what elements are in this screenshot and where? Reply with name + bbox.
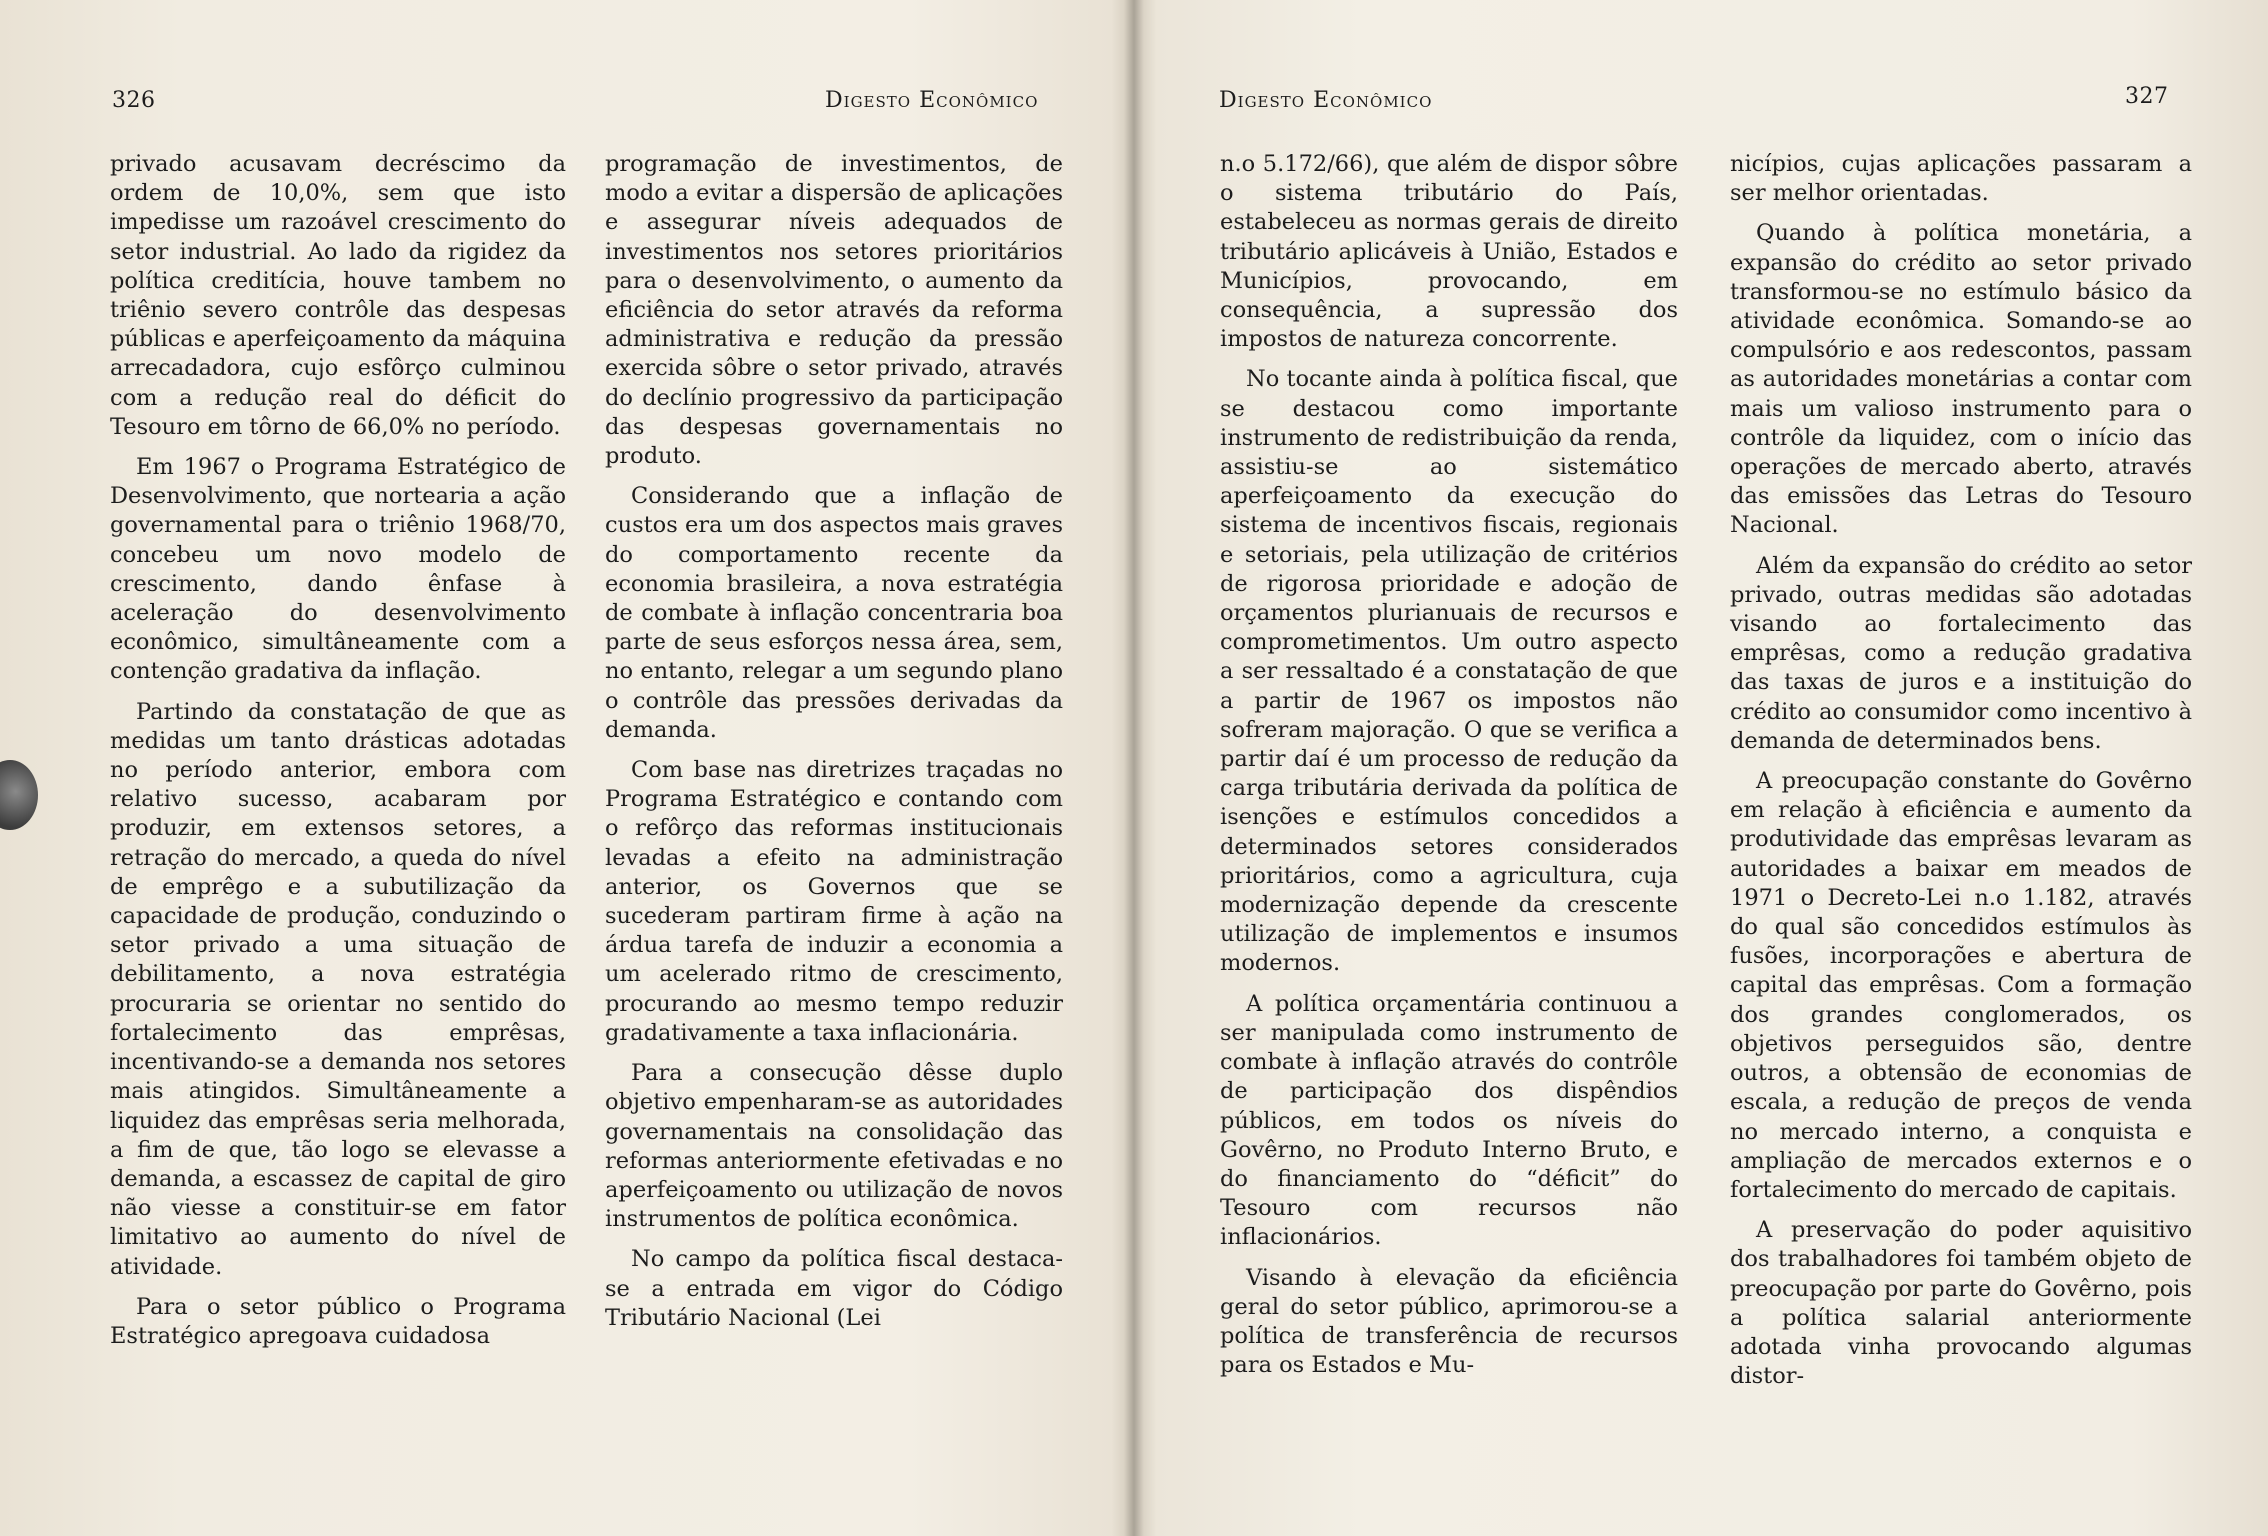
paragraph: Além da expansão do crédito ao setor privado, outras medidas são adotadas visando ao fortalecimento das emprêsas, como a redução gradativa das taxas de juros e a instituição do crédito ao consumidor como incentivo à demanda de determinados bens. bbox=[1730, 552, 2192, 754]
paragraph: No tocante ainda à política fiscal, que se destacou como importante instrumento de redistribuição da renda, assistiu-se ao sistemático aperfeiçoamento da execução do sistema de incentivos fiscais, regionais e setoriais, pela utilização de critérios de rigorosa prioridade e adoção de orçamentos plurianuais de recursos e comprometimentos. Um outro aspecto a ser ressaltado é a constatação de que a partir de 1967 os impostos não sofreram majoração. O que se verifica a partir daí é um processo de redução da carga tributária derivada da política de isenções e estímulos concedidos a determinados setores considerados prioritários, como a agricultura, cuja modernização depende da crescente utilização de implementos e insumos modernos. bbox=[1220, 366, 1678, 977]
running-title: Digesto Econômico bbox=[1219, 88, 1433, 113]
paragraph: Em 1967 o Programa Estratégico de Desenvolvimento, que nortearia a ação governamental para o triênio 1968/70, concebeu um novo modelo de crescimento, dando ênfase à aceleração do desenvolvimento econômico, simultâneamente com a contenção gradativa da inflação. bbox=[110, 454, 566, 685]
text-column-1 bbox=[1220, 150, 1678, 1391]
right-page bbox=[1134, 0, 2268, 1536]
paragraph: Para o setor público o Programa Estratégico apregoava cuidadosa bbox=[110, 1293, 566, 1349]
paragraph: Quando à política monetária, a expansão do crédito ao setor privado transformou-se no estímulo básico da atividade econômica. Somando-se ao compulsório e aos redescontos, passam as autoridades monetárias a contar com mais um valioso instrumento para o contrôle da liquidez, com o início das operações de mercado aberto, através das emissões das Letras do Tesouro Nacional. bbox=[1730, 220, 2192, 539]
paragraph: Visando à elevação da eficiência geral do setor público, aprimorou-se a política de transferência de recursos para os Estados e Mu- bbox=[1220, 1264, 1678, 1379]
paragraph: programação de investimentos, de modo a evitar a dispersão de aplicações e assegurar níveis adequados de investimentos nos setores prioritários para o desenvolvimento, o aumento da eficiência do setor através da reforma administrativa e redução da pressão exercida sôbre o setor privado, através do declínio progressivo da participação das despesas governamentais no produto. bbox=[605, 151, 1063, 470]
text-column-2 bbox=[1730, 150, 2192, 1402]
page-number: 326 bbox=[112, 88, 156, 113]
paragraph: Para a consecução dêsse duplo objetivo empenharam-se as autoridades governamentais na consolidação das reformas anteriormente efetivadas e no aperfeiçoamento ou utilização de novos instrumentos de política econômica. bbox=[605, 1060, 1063, 1233]
paragraph: A preservação do poder aquisitivo dos trabalhadores foi também objeto de preocupação por parte do Govêrno, pois a política salarial anteriormente adotada vinha provocando algumas distor- bbox=[1730, 1217, 2192, 1390]
paragraph: Considerando que a inflação de custos era um dos aspectos mais graves do comportamento recente da economia brasileira, a nova estratégia de combate à inflação concentraria boa parte de seus esforços nessa área, sem, no entanto, relegar a um segundo plano o contrôle das pressões derivadas da demanda. bbox=[605, 483, 1063, 743]
paragraph: privado acusavam decréscimo da ordem de 10,0%, sem que isto impedisse um razoável crescimento do setor industrial. Ao lado da rigidez da política creditícia, houve tambem no triênio severo contrôle das despesas públicas e aperfeiçoamento da máquina arrecadadora, cujo esfôrço culminou com a redução real do déficit do Tesouro em tôrno de 66,0% no período. bbox=[110, 151, 566, 440]
paragraph: A política orçamentária continuou a ser manipulada como instrumento de combate à inflação através do contrôle de participação dos dispêndios públicos, em todos os níveis do Govêrno, no Produto Interno Bruto, e do financiamento do “déficit” do Tesouro com recursos não inflacionários. bbox=[1220, 990, 1678, 1251]
paragraph: nicípios, cujas aplicações passaram a ser melhor orientadas. bbox=[1730, 151, 2192, 207]
text-column-2 bbox=[605, 150, 1063, 1344]
paragraph: A preocupação constante do Govêrno em relação à eficiência e aumento da produtividade das emprêsas levaram as autoridades a baixar em meados de 1971 o Decreto-Lei n.o 1.182, através do qual são concedidos estímulos às fusões, incorporações e abertura de capital das emprêsas. Com a formação dos grandes conglomerados, os objetivos perseguidos são, dentre outros, a obtensão de economias de escala, a redução de preços de venda no mercado interno, a conquista e ampliação de mercados externos e o fortalecimento do mercado de capitais. bbox=[1730, 768, 2192, 1203]
paragraph: n.o 5.172/66), que além de dispor sôbre o sistema tributário do País, estabeleceu as normas gerais de direito tributário aplicáveis à União, Estados e Municípios, provocando, em consequência, a supressão dos impostos de natureza concorrente. bbox=[1220, 151, 1678, 353]
running-title: Digesto Econômico bbox=[825, 88, 1039, 113]
paragraph: No campo da política fiscal destaca-se a entrada em vigor do Código Tributário Nacional (Lei bbox=[605, 1246, 1063, 1331]
page-number: 327 bbox=[2125, 84, 2169, 109]
binding-hole bbox=[0, 760, 38, 830]
text-column-1 bbox=[110, 150, 566, 1362]
paragraph: Partindo da constatação de que as medidas um tanto drásticas adotadas no período anterior, embora com relativo sucesso, acabaram por produzir, em extensos setores, a retração do mercado, a queda do nível de emprêgo e a subutilização da capacidade de produção, conduzindo o setor privado a uma situação de debilitamento, a nova estratégia procuraria se orientar no sentido do fortalecimento das emprêsas, incentivando-se a demanda nos setores mais atingidos. Simultâneamente a liquidez das emprêsas seria melhorada, a fim de que, tão logo se elevasse a demanda, a escassez de capital de giro não viesse a constituir-se em fator limitativo ao aumento do nível de atividade. bbox=[110, 698, 566, 1280]
paragraph: Com base nas diretrizes traçadas no Programa Estratégico e contando com o refôrço das reformas institucionais levadas a efeito na administração anterior, os Governos que se sucederam partiram firme à ação na árdua tarefa de induzir a economia a um acelerado ritmo de crescimento, procurando ao mesmo tempo reduzir gradativamente a taxa inflacionária. bbox=[605, 757, 1063, 1046]
